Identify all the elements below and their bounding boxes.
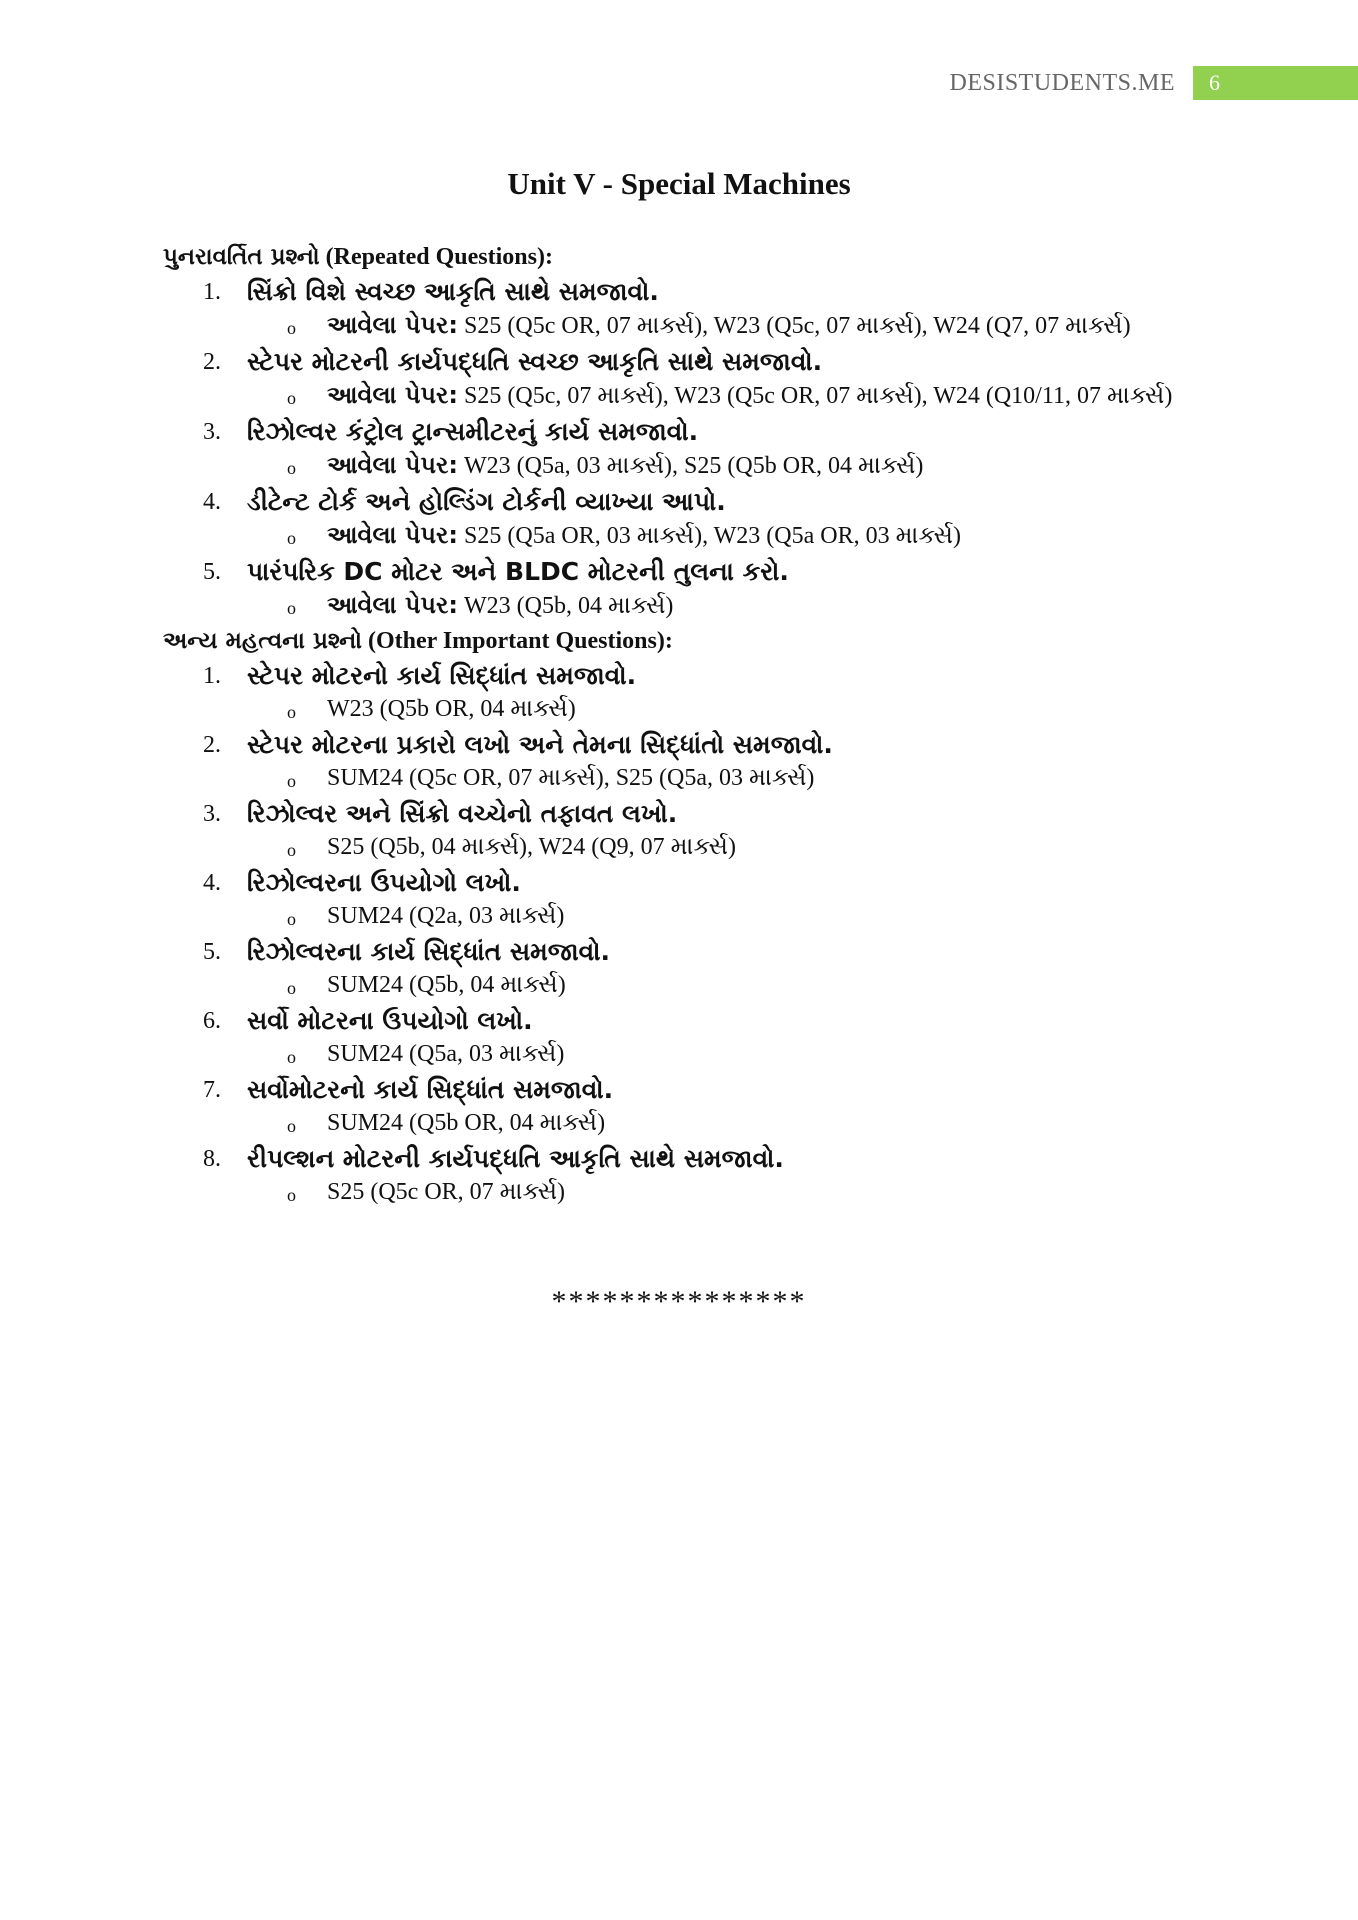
question-text: રિઝોલ્વરના કાર્ય સિદ્ધાંત સમજાવો. [247,937,610,966]
question-text: રિઝોલ્વરના ઉપયોગો લખો. [247,868,521,897]
paper-reference-list [247,1108,1223,1141]
paper-reference [247,380,1223,414]
paper-reference-list [247,1177,1223,1210]
paper-reference [247,832,1223,865]
question-number: 5. [203,559,221,585]
question-number: 7. [203,1077,221,1103]
repeated-heading-gujarati: પુનરાવર્તિત પ્રશ્નો [163,244,320,270]
paper-reference-list [247,694,1223,727]
other-questions-heading [163,624,1223,658]
paper-detail: SUM24 (Q5b OR, 04 માર્ક્સ) [327,1110,606,1136]
paper-reference [247,1177,1223,1210]
paper-detail: W23 (Q5b OR, 04 માર્ક્સ) [327,696,576,722]
question-text: સર્વોમોટરનો કાર્ય સિદ્ધાંત સમજાવો. [247,1075,614,1104]
paper-detail: S25 (Q5c OR, 07 માર્ક્સ) [327,1179,566,1205]
repeated-questions-list [163,274,1223,624]
paper-reference [247,590,1223,624]
site-brand: DESISTUDENTS.ME [949,69,1175,96]
paper-reference [247,694,1223,727]
question-item [163,414,1223,484]
paper-detail: SUM24 (Q5a, 03 માર્ક્સ) [327,1041,565,1067]
page-title: Unit V - Special Machines [507,166,851,201]
question-item [163,865,1223,934]
question-number: 2. [203,349,221,375]
question-text: સિંક્રો વિશે સ્વચ્છ આકૃતિ સાથે સમજાવો. [247,277,659,306]
document-body [163,240,1223,1210]
question-text: રિઝોલ્વર કંટ્રોલ ટ્રાન્સમીટરનું કાર્ય સમજાવો. [247,417,699,446]
question-item [163,554,1223,624]
paper-reference-list [247,310,1223,344]
bullet-icon: o [287,702,296,722]
bullet-icon: o [287,388,296,408]
other-heading-gujarati: અન્ય મહત્વના પ્રશ્નો [163,628,362,654]
paper-reference [247,520,1223,554]
paper-reference [247,901,1223,934]
page-header [949,66,1358,100]
bullet-icon: o [287,318,296,338]
paper-reference-list [247,590,1223,624]
question-text: સ્ટેપર મોટરનો કાર્ય સિદ્ધાંત સમજાવો. [247,661,637,690]
footer-stars: *************** [551,1285,807,1318]
paper-detail: SUM24 (Q5b, 04 માર્ક્સ) [327,972,566,998]
question-text: સ્ટેપર મોટરની કાર્યપદ્ધતિ સ્વચ્છ આકૃતિ સાથે સમજાવો. [247,347,823,376]
question-item [163,727,1223,796]
question-number: 1. [203,663,221,689]
question-text: રીપલ્શન મોટરની કાર્યપદ્ધતિ આકૃતિ સાથે સમજાવો. [247,1144,784,1173]
question-item [163,274,1223,344]
question-item [163,934,1223,1003]
paper-reference-list [247,832,1223,865]
paper-reference [247,1039,1223,1072]
paper-detail: W23 (Q5b, 04 માર્ક્સ) [464,593,674,619]
question-number: 3. [203,801,221,827]
paper-detail: S25 (Q5b, 04 માર્ક્સ), W24 (Q9, 07 માર્ક્સ) [327,834,736,860]
paper-detail: S25 (Q5c, 07 માર્ક્સ), W23 (Q5c OR, 07 માર્ક્સ), W24 (Q10/11, 07 માર્ક્સ) [464,383,1173,409]
question-number: 8. [203,1146,221,1172]
other-heading-english: (Other Important Questions): [367,628,673,654]
bullet-icon: o [287,1116,296,1136]
paper-reference-list [247,970,1223,1003]
paper-detail: SUM24 (Q2a, 03 માર્ક્સ) [327,903,565,929]
bullet-icon: o [287,1185,296,1205]
repeated-heading-english: (Repeated Questions): [325,244,553,270]
question-number: 1. [203,279,221,305]
paper-reference [247,450,1223,484]
question-number: 6. [203,1008,221,1034]
question-number: 4. [203,870,221,896]
bullet-icon: o [287,978,296,998]
paper-label: આવેલા પેપર: [327,381,459,409]
paper-reference-list [247,1039,1223,1072]
bullet-icon: o [287,1047,296,1067]
question-text: ડીટેન્ટ ટોર્ક અને હોલ્ડિંગ ટોર્કની વ્યાખ્યા આપો. [247,487,726,516]
paper-label: આવેલા પેપર: [327,521,459,549]
question-item [163,796,1223,865]
paper-label: આવેલા પેપર: [327,311,459,339]
bullet-icon: o [287,528,296,548]
question-item [163,484,1223,554]
paper-reference-list [247,450,1223,484]
question-item [163,1141,1223,1210]
repeated-questions-heading [163,240,1223,274]
paper-reference-list [247,380,1223,414]
paper-reference [247,1108,1223,1141]
paper-reference-list [247,901,1223,934]
bullet-icon: o [287,771,296,791]
page-number-badge [1193,66,1358,100]
paper-detail: S25 (Q5a OR, 03 માર્ક્સ), W23 (Q5a OR, 03 માર્ક્સ) [464,523,961,549]
paper-reference [247,763,1223,796]
bullet-icon: o [287,909,296,929]
question-number: 3. [203,419,221,445]
question-number: 2. [203,732,221,758]
page-number: 6 [1209,70,1220,95]
paper-reference [247,310,1223,344]
question-text: પારંપરિક DC મોટર અને BLDC મોટરની તુલના કરો. [247,557,789,586]
question-number: 5. [203,939,221,965]
other-questions-list [163,658,1223,1210]
question-item [163,344,1223,414]
paper-label: આવેલા પેપર: [327,451,459,479]
paper-reference-list [247,520,1223,554]
paper-detail: S25 (Q5c OR, 07 માર્ક્સ), W23 (Q5c, 07 માર્ક્સ), W24 (Q7, 07 માર્ક્સ) [464,313,1131,339]
question-text: સ્ટેપર મોટરના પ્રકારો લખો અને તેમના સિદ્ધાંતો સમજાવો. [247,730,833,759]
bullet-icon: o [287,840,296,860]
question-text: સર્વો મોટરના ઉપયોગો લખો. [247,1006,533,1035]
question-text: રિઝોલ્વર અને સિંક્રો વચ્ચેનો તફાવત લખો. [247,799,678,828]
paper-detail: W23 (Q5a, 03 માર્ક્સ), S25 (Q5b OR, 04 માર્ક્સ) [464,453,924,479]
paper-reference [247,970,1223,1003]
question-item [163,658,1223,727]
bullet-icon: o [287,598,296,618]
question-number: 4. [203,489,221,515]
paper-detail: SUM24 (Q5c OR, 07 માર્ક્સ), S25 (Q5a, 03 માર્ક્સ) [327,765,815,791]
paper-label: આવેલા પેપર: [327,591,459,619]
bullet-icon: o [287,458,296,478]
question-item [163,1003,1223,1072]
question-item [163,1072,1223,1141]
paper-reference-list [247,763,1223,796]
